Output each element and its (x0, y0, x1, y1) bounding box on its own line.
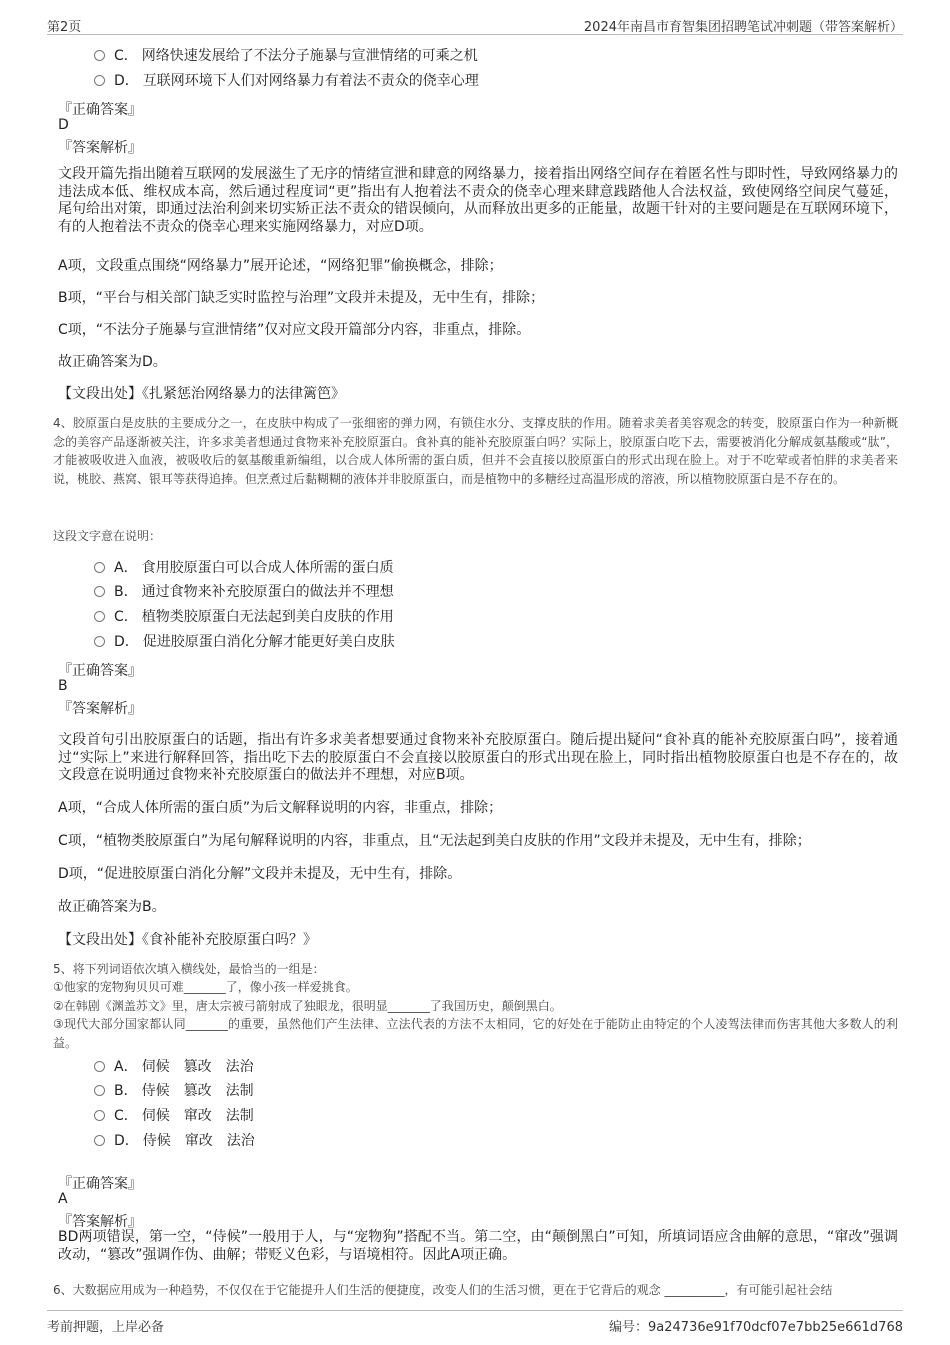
conclusion: 故正确答案为B。 (58, 899, 166, 915)
answer-value: A (58, 1191, 68, 1207)
document-title: 2024年南昌市育智集团招聘笔试冲刺题（带答案解析） (583, 20, 903, 35)
radio-icon[interactable] (94, 636, 105, 647)
page-number: 第2页 (47, 20, 82, 35)
option-c-analysis: C项，“不法分子施暴与宣泄情绪”仅对应文段开篇部分内容，非重点，排除。 (58, 322, 531, 338)
radio-icon[interactable] (94, 75, 105, 86)
answer-value: D (58, 117, 69, 133)
sentence-3: ③现代大部分国家都认同_______的重要，虽然他们产生法律、立法代表的方法不太相同，它的好处在于能防止由特定的个人凌驾法律而伤害其他大多数人的利益。 (53, 1017, 898, 1050)
answer-label: 『正确答案』 (58, 102, 142, 118)
source: 【文段出处】《扎紧惩治网络暴力的法律篱笆》 (58, 386, 345, 402)
analysis-label: 『答案解析』 (58, 701, 142, 717)
q3-option-d[interactable]: D． 互联网环境下人们对网络暴力有着法不责众的侥幸心理 (94, 71, 479, 91)
question-stem: 4、胶原蛋白是皮肤的主要成分之一，在皮肤中构成了一张细密的弹力网，有锁住水分、支撑皮肤的作用。随着求美者美容观念的转变，胶原蛋白作为一种新概念的美容产品逐渐被关注，许多求美者想通过食物来补充胶原蛋白。食补真的能补充胶原蛋白吗？实际上，胶原蛋白吃下去，需要被消化分解成氨基酸或“肽”，才能被吸收进入血液，被吸收后的氨基酸重新编组，以合成人体所需的蛋白质，但并不会直接以胶原蛋白的形式出现在脸上。对于不吃荤或者怕胖的求美者来说，桃胶、燕窝、银耳等获得追捧。但烹煮过后黏糊糊的液体并非胶原蛋白，而是植物中的多糖经过高温形成的溶液，所以植物胶原蛋白是不存在的。 (53, 416, 898, 486)
question-stem: 5、将下列词语依次填入横线处，最恰当的一组是： (53, 962, 325, 976)
source: 【文段出处】《食补能补充胶原蛋白吗？》 (58, 932, 317, 948)
analysis-text: BD两项错误，第一空，“侍候”一般用于人，与“宠物狗”搭配不当。第二空，由“颠倒黑白”可知，所填词语应含曲解的意思，“窜改”强调改动，“篡改”强调作伪、曲解；带贬义色彩，与语境相符。因此A项正确。 (58, 1229, 898, 1263)
conclusion: 故正确答案为D。 (58, 354, 167, 370)
document-id: 编号：9a24736e91f70dcf07e7bb25e661d768 (609, 1320, 903, 1335)
q5-option-d[interactable]: D． 侍候 窜改 法治 (94, 1131, 255, 1151)
option-a-analysis: A项，“合成人体所需的蛋白质”为后文解释说明的内容，非重点，排除； (58, 800, 503, 816)
analysis-label: 『答案解析』 (58, 140, 142, 156)
page-header (47, 12, 903, 35)
radio-icon[interactable] (94, 586, 105, 597)
answer-label: 『正确答案』 (58, 663, 142, 679)
question-prompt: 这段文字意在说明： (53, 529, 162, 543)
sentence-1: ①他家的宠物狗贝贝可难_______了，像小孩一样爱挑食。 (53, 980, 358, 994)
option-c-analysis: C项，“植物类胶原蛋白”为尾句解释说明的内容，非重点，且“无法起到美白皮肤的作用”文段并未提及，无中生有，排除； (58, 833, 811, 849)
option-a-analysis: A项，文段重点围绕“网络暴力”展开论述，“网络犯罪”偷换概念，排除； (58, 258, 503, 274)
radio-icon[interactable] (94, 562, 105, 573)
page-footer (47, 1310, 903, 1333)
radio-icon[interactable] (94, 1135, 105, 1146)
q5-option-b[interactable]: B． 侍候 篡改 法制 (94, 1081, 254, 1101)
q4-option-c[interactable]: C． 植物类胶原蛋白无法起到美白皮肤的作用 (94, 607, 394, 627)
q5-option-c[interactable]: C． 伺候 窜改 法制 (94, 1106, 254, 1126)
radio-icon[interactable] (94, 611, 105, 622)
radio-icon[interactable] (94, 1061, 105, 1072)
option-d-analysis: D项，“促进胶原蛋白消化分解”文段并未提及，无中生有，排除。 (58, 866, 462, 882)
radio-icon[interactable] (94, 1085, 105, 1096)
analysis-text: 文段开篇先指出随着互联网的发展滋生了无序的情绪宣泄和肆意的网络暴力，接着指出网络空间存在着匿名性与即时性，导致网络暴力的违法成本低、维权成本高，然后通过程度词“更”指出有人抱着法不责众的侥幸心理来肆意践踏他人合法权益，致使网络空间戾气蔓延，尾句给出对策，即通过法治利剑来切实矫正法不责众的错误倾向，从而释放出更多的正能量，故题干针对的主要问题是在互联网环境下，有的人抱着法不责众的侥幸心理来实施网络暴力，对应D项。 (58, 166, 898, 235)
option-b-analysis: B项，“平台与相关部门缺乏实时监控与治理”文段并未提及，无中生有，排除； (58, 290, 545, 306)
answer-label: 『正确答案』 (58, 1176, 142, 1192)
answer-value: B (58, 678, 68, 694)
q3-option-c[interactable]: C． 网络快速发展给了不法分子施暴与宣泄情绪的可乘之机 (94, 46, 478, 66)
q4-option-b[interactable]: B． 通过食物来补充胶原蛋白的做法并不理想 (94, 582, 394, 602)
footer-slogan: 考前押题，上岸必备 (47, 1320, 165, 1335)
sentence-2: ②在韩剧《渊盖苏文》里，唐太宗被弓箭射成了独眼龙，很明显_______了我国历史，颠倒黑白。 (53, 999, 562, 1013)
q5-option-a[interactable]: A． 伺候 篡改 法治 (94, 1057, 254, 1077)
q4-option-d[interactable]: D． 促进胶原蛋白消化分解才能更好美白皮肤 (94, 632, 395, 652)
radio-icon[interactable] (94, 50, 105, 61)
analysis-text: 文段首句引出胶原蛋白的话题，指出有许多求美者想要通过食物来补充胶原蛋白。随后提出疑问“食补真的能补充胶原蛋白吗”，接着通过“实际上”来进行解释回答，指出吃下去的胶原蛋白不会直接以胶原蛋白的形式出现在脸上，同时指出植物胶原蛋白也是不存在的，故文段意在说明通过食物来补充胶原蛋白的做法并不理想，对应B项。 (58, 732, 898, 783)
analysis-label: 『答案解析』 (58, 1214, 142, 1230)
q4-option-a[interactable]: A． 食用胶原蛋白可以合成人体所需的蛋白质 (94, 558, 394, 578)
radio-icon[interactable] (94, 1110, 105, 1121)
question-stem: 6、大数据应用成为一种趋势，不仅仅在于它能提升人们生活的便捷度，改变人们的生活习惯，更在于它背后的观念 __________，有可能引起社会结 (53, 1283, 833, 1297)
